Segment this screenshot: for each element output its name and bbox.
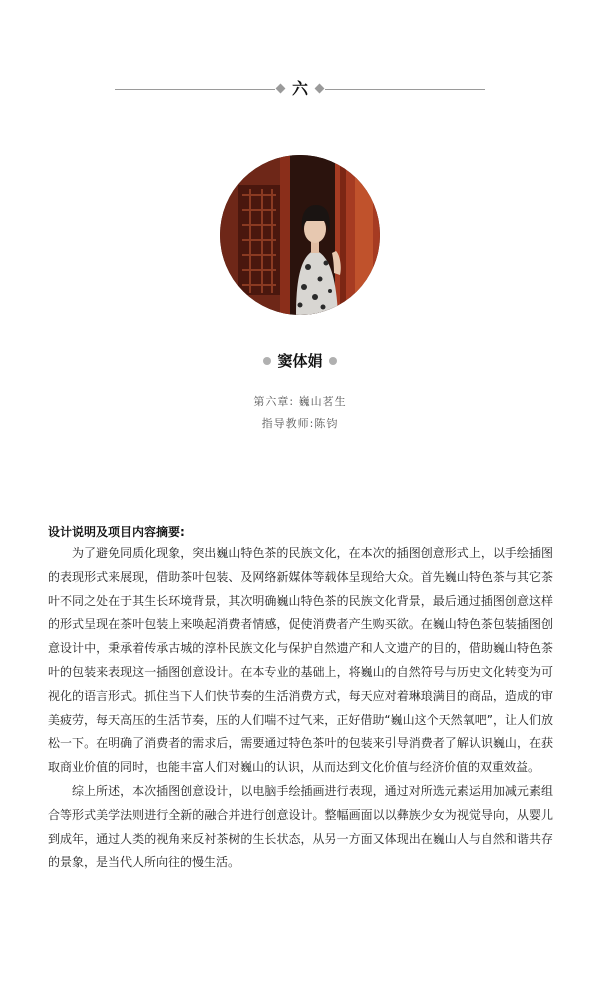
chapter-header [115,78,485,100]
summary-paragraph-1: 为了避免同质化现象，突出巍山特色茶的民族文化，在本次的插图创意形式上，以手绘插图的表现形式来展现，借助茶叶包装、及网络新媒体等载体呈现给大众。首先巍山特色茶与其它茶叶不同之处在于其生长环境背景，其次明确巍山特色茶的民族文化背景，最后通过插图创意这样的形式呈现在茶叶包装上来唤起消费者情感，促使消费者产生购买欲。在巍山特色茶包装插图创意设计中，秉承着传承古城的淳朴民族文化与保护自然遗产和人文遗产的目的，借助巍山特色茶叶的包装来表现这一插图创意设计。在本专业的基础上，将巍山的自然符号与历史文化转变为可视化的语言形式。抓住当下人们快节奏的生活消费方式，每天应对着琳琅满目的商品，造成的审美疲劳，每天高压的生活节奏，压的人们喘不过气来，正好借助“巍山这个天然氧吧”，让人们放松一下。在明确了消费者的需求后，需要通过特色茶叶的包装来引导消费者了解认识巍山，在获取商业价值的同时，也能丰富人们对巍山的认识，从而达到文化价值与经济价值的双重效益。 [48,546,553,775]
project-summary [48,522,553,875]
advisor-line: 指导教师:陈钧 [261,417,339,430]
portrait-illustration [220,155,380,315]
name-dot-right [329,357,337,365]
header-rule-right [325,89,485,90]
chapter-number: 六 [291,79,308,98]
portrait-photo [220,155,380,315]
name-dot-left [263,357,271,365]
chapter-title: 第六章: 巍山茗生 [253,395,347,408]
summary-heading: 设计说明及项目内容摘要: [48,525,185,539]
summary-paragraph-2: 综上所述，本次插图创意设计，以电脑手绘插画进行表现，通过对所选元素运用加减元素组合等形式美学法则进行全新的融合并进行创意设计。整幅画面以以彝族少女为视觉导向，从婴儿到成年，通过人类的视角来反衬茶树的生长状态，从另一方面又体现出在巍山人与自然和谐共存的景象，是当代人所向往的慢生活。 [48,783,553,870]
author-name: 窦体娟 [277,352,323,370]
author-name-row [0,350,600,372]
